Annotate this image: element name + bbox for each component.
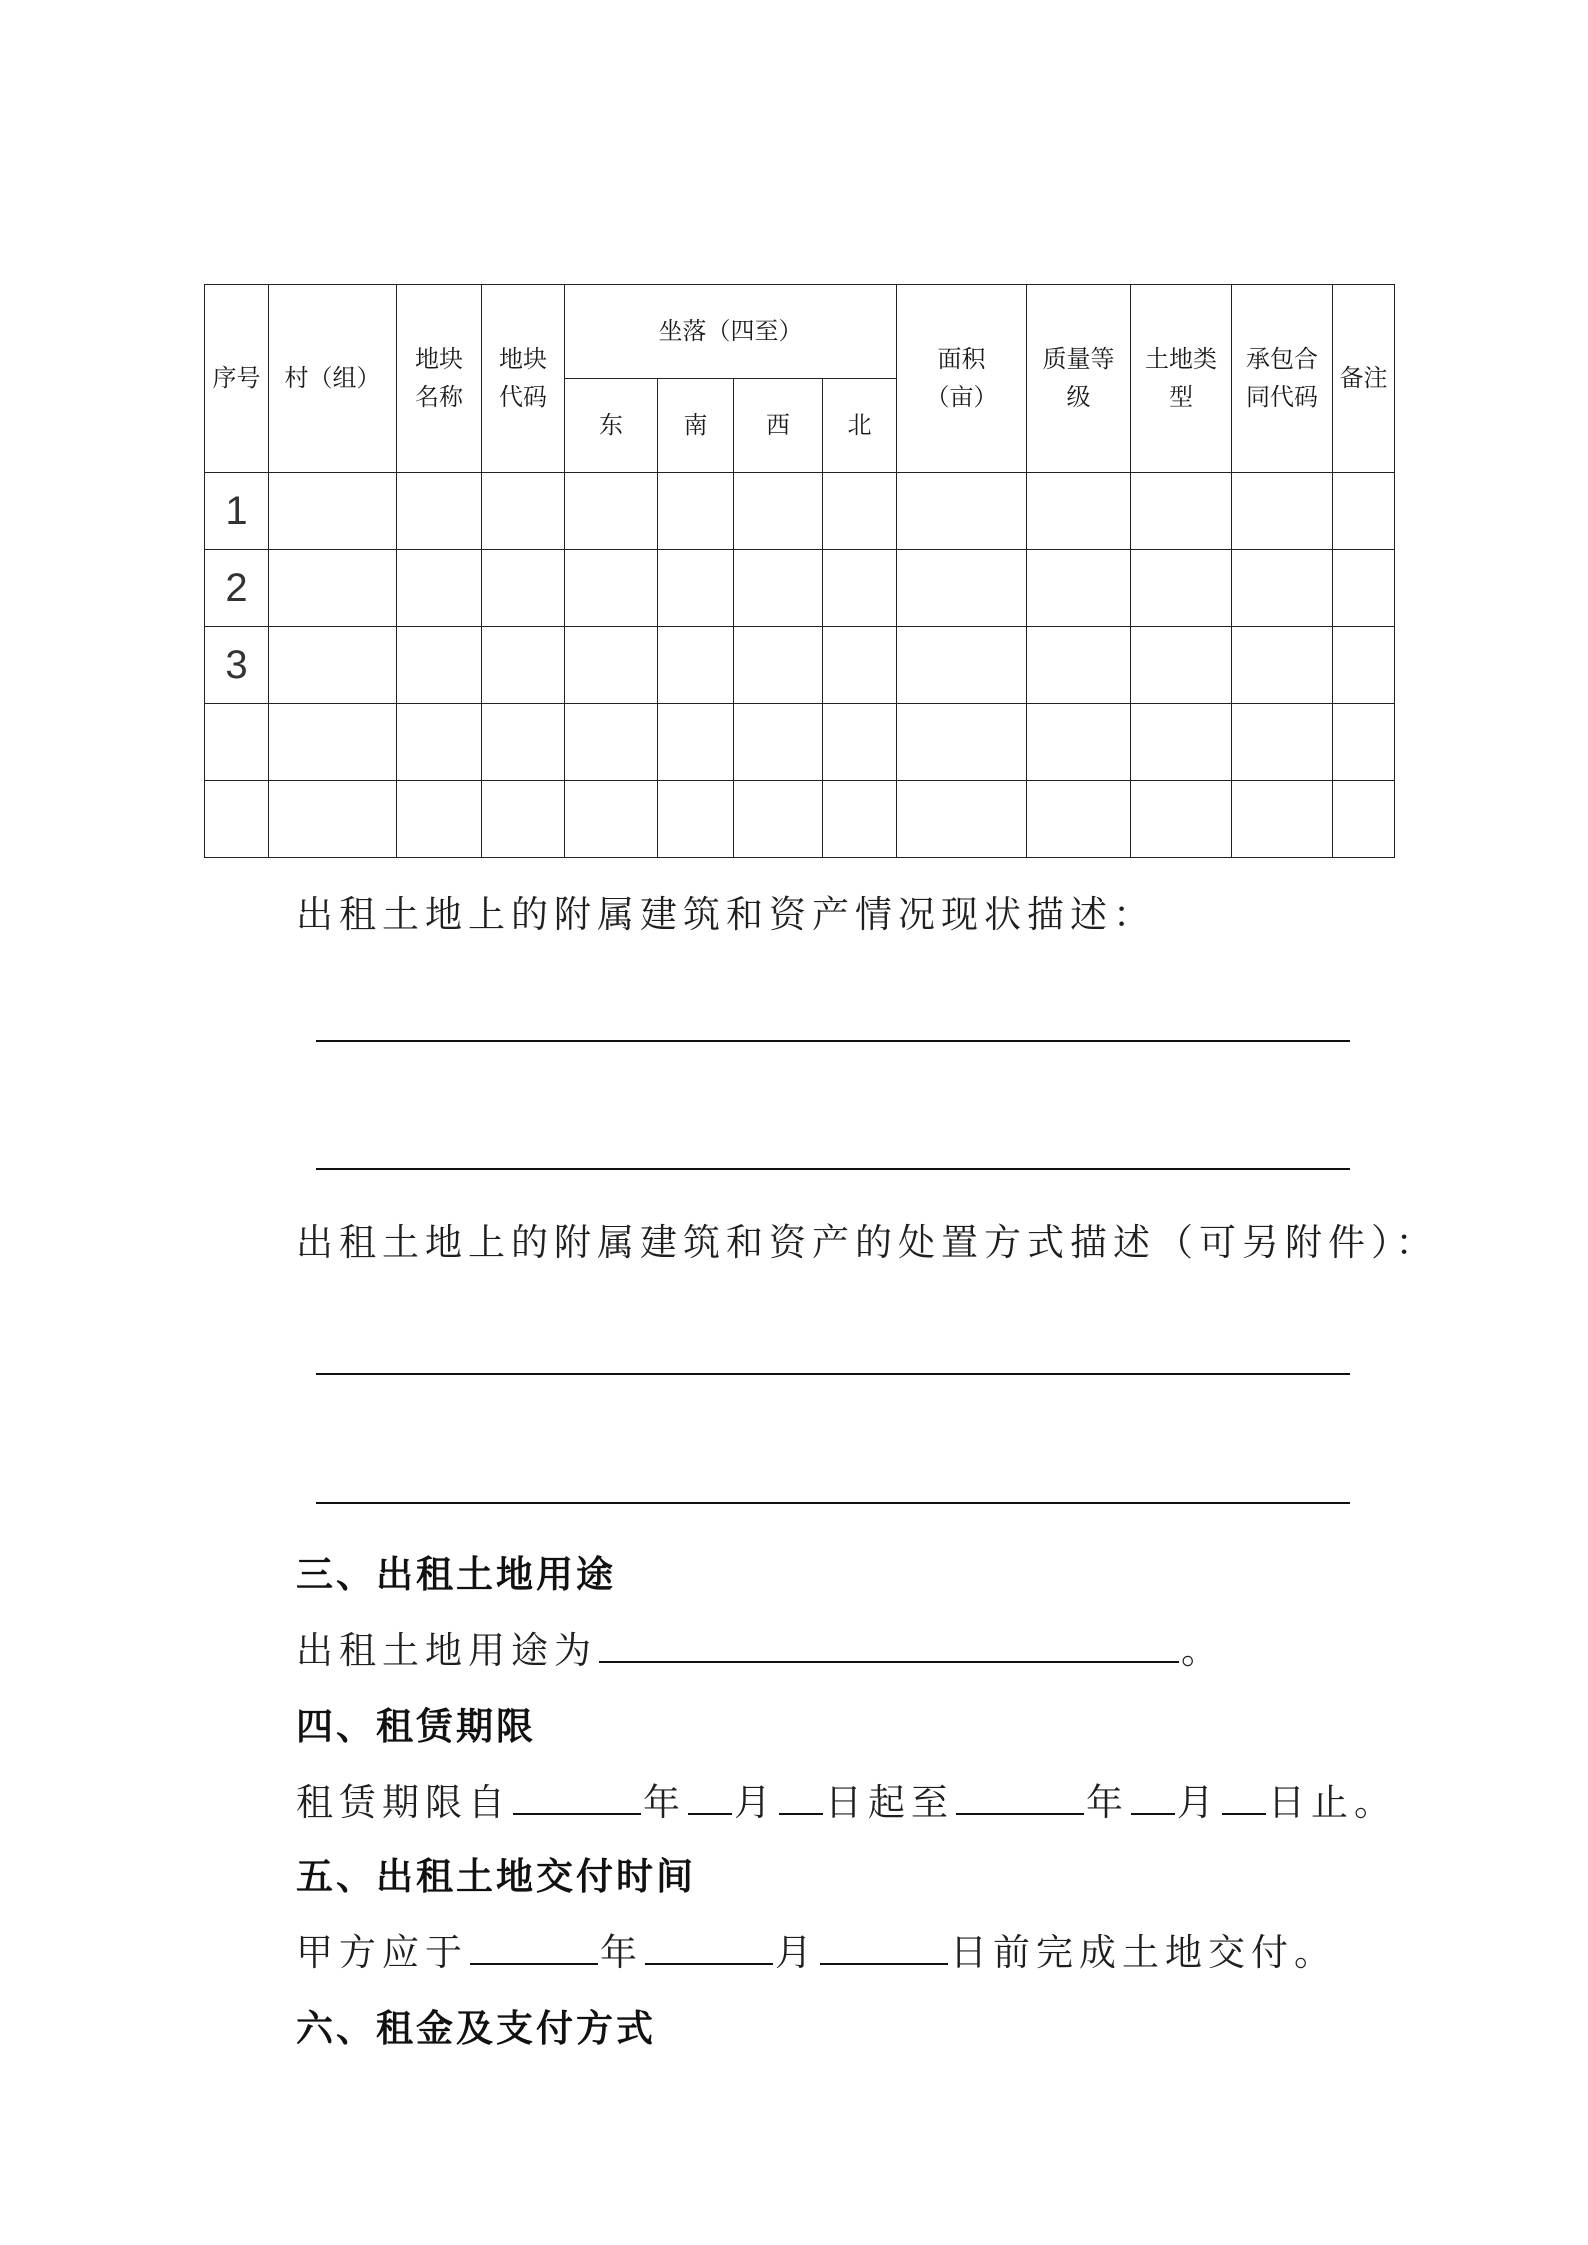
header-seq: 序号 [205,285,269,473]
term-start-day-blank[interactable] [779,1783,823,1815]
table-cell[interactable] [1027,781,1131,858]
table-cell[interactable] [823,704,897,781]
delivery-prefix: 甲方应于 [296,1931,468,1974]
table-cell[interactable] [1232,550,1333,627]
delivery-year-blank[interactable] [470,1933,598,1965]
table-cell[interactable] [397,473,482,550]
table-cell[interactable] [734,473,823,550]
disposal-blank-line-2[interactable] [316,1502,1350,1504]
table-cell[interactable] [823,550,897,627]
table-cell[interactable] [1131,704,1232,781]
header-area: 面积 （亩） [897,285,1027,473]
table-cell[interactable] [1027,704,1131,781]
table-cell[interactable] [482,704,565,781]
table-cell[interactable] [1131,627,1232,704]
term-end-day-blank[interactable] [1222,1783,1266,1815]
term-prefix: 租赁期限自 [296,1781,511,1824]
table-cell[interactable] [734,627,823,704]
cell-seq: 1 [205,473,269,550]
table-cell[interactable] [1027,550,1131,627]
term-day-1: 日起至 [825,1781,954,1824]
cell-seq [205,781,269,858]
table-cell[interactable] [1333,473,1395,550]
table-cell[interactable] [1027,627,1131,704]
header-plot-code: 地块 代码 [482,285,565,473]
table-cell[interactable] [1131,550,1232,627]
table-cell[interactable] [897,704,1027,781]
header-west: 西 [734,379,823,473]
land-use-prefix: 出租土地用途为 [296,1629,597,1672]
table-cell[interactable] [1333,627,1395,704]
table-cell[interactable] [397,550,482,627]
cell-seq: 2 [205,550,269,627]
term-year-1: 年 [643,1781,686,1824]
status-blank-line-1[interactable] [316,1040,1350,1042]
header-contract-code: 承包合 同代码 [1232,285,1333,473]
header-quality: 质量等 级 [1027,285,1131,473]
table-cell[interactable] [482,473,565,550]
land-plot-table [204,284,1395,858]
term-month-2: 月 [1177,1781,1220,1824]
term-month-1: 月 [734,1781,777,1824]
table-cell[interactable] [658,781,734,858]
table-cell[interactable] [482,781,565,858]
table-cell[interactable] [734,704,823,781]
header-location: 坐落（四至） [565,285,897,379]
table-cell[interactable] [658,704,734,781]
header-village: 村（组） [269,285,397,473]
header-remarks: 备注 [1333,285,1395,473]
table-cell[interactable] [1027,473,1131,550]
delivery-month: 月 [775,1931,818,1974]
term-year-2: 年 [1086,1781,1129,1824]
table-cell[interactable] [269,550,397,627]
term-end-month-blank[interactable] [1131,1783,1175,1815]
delivery-suffix: 日前完成土地交付。 [950,1931,1337,1974]
table-cell[interactable] [897,473,1027,550]
header-north: 北 [823,379,897,473]
table-header-row [205,285,1395,379]
table-cell[interactable] [1232,627,1333,704]
table-cell[interactable] [1131,781,1232,858]
table-cell[interactable] [658,627,734,704]
table-cell[interactable] [397,704,482,781]
table-cell[interactable] [397,781,482,858]
table-cell[interactable] [565,473,658,550]
header-east: 东 [565,379,658,473]
table-row [205,704,1395,781]
delivery-day-blank[interactable] [820,1933,948,1965]
delivery-year: 年 [600,1931,643,1974]
term-start-year-blank[interactable] [513,1783,641,1815]
table-cell[interactable] [823,473,897,550]
section-6-title: 六、租金及支付方式 [296,2007,656,2050]
table-cell[interactable] [565,627,658,704]
table-cell[interactable] [823,627,897,704]
table-cell[interactable] [269,473,397,550]
disposal-blank-line-1[interactable] [316,1373,1350,1375]
land-use-blank[interactable] [599,1631,1179,1663]
table-cell[interactable] [897,550,1027,627]
table-row [205,781,1395,858]
table-cell[interactable] [269,781,397,858]
section-4-title: 四、租赁期限 [296,1705,536,1748]
table-cell[interactable] [482,627,565,704]
term-day-2: 日止。 [1268,1781,1397,1824]
header-south: 南 [658,379,734,473]
table-cell[interactable] [658,550,734,627]
table-cell[interactable] [897,781,1027,858]
delivery-month-blank[interactable] [645,1933,773,1965]
table-cell[interactable] [734,781,823,858]
table-row [205,550,1395,627]
table-cell[interactable] [397,627,482,704]
table-cell[interactable] [482,550,565,627]
table-cell[interactable] [565,550,658,627]
disposal-description-label: 出租土地上的附属建筑和资产的处置方式描述（可另附件）： [296,1221,1439,1264]
table-cell[interactable] [1232,781,1333,858]
status-description-label: 出租土地上的附属建筑和资产情况现状描述： [296,893,1156,936]
header-plot-name: 地块 名称 [397,285,482,473]
delivery-line [296,1922,1337,1976]
table-cell[interactable] [658,473,734,550]
term-start-month-blank[interactable] [688,1783,732,1815]
table-cell[interactable] [1232,473,1333,550]
table-cell[interactable] [565,781,658,858]
table-cell[interactable] [1333,550,1395,627]
table-cell[interactable] [897,627,1027,704]
table-cell[interactable] [823,781,897,858]
land-use-suffix: 。 [1181,1629,1224,1672]
section-5-title: 五、出租土地交付时间 [296,1855,696,1898]
status-blank-line-2[interactable] [316,1168,1350,1170]
table-row [205,627,1395,704]
cell-seq [205,704,269,781]
table-cell[interactable] [565,704,658,781]
table-cell[interactable] [1333,704,1395,781]
table-row [205,473,1395,550]
table-cell[interactable] [1131,473,1232,550]
table-cell[interactable] [1333,781,1395,858]
table-cell[interactable] [1232,704,1333,781]
section-3-title: 三、出租土地用途 [296,1553,616,1596]
table-cell[interactable] [269,704,397,781]
term-end-year-blank[interactable] [956,1783,1084,1815]
lease-term-line [296,1772,1397,1826]
cell-seq: 3 [205,627,269,704]
table-cell[interactable] [269,627,397,704]
header-land-type: 土地类 型 [1131,285,1232,473]
table-cell[interactable] [734,550,823,627]
land-use-line [296,1620,1224,1674]
